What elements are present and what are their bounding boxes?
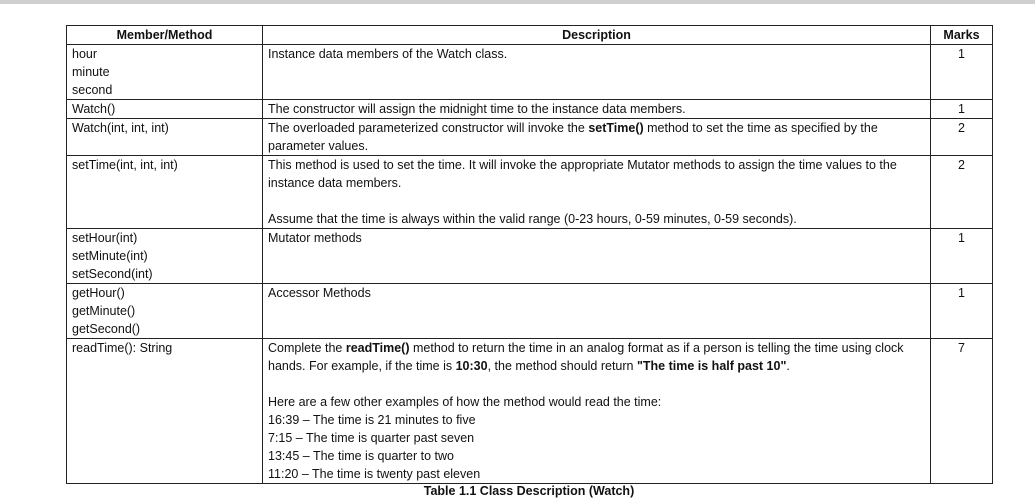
header-member: Member/Method (67, 26, 263, 45)
marks-cell: 1 (931, 100, 993, 119)
header-description: Description (263, 26, 931, 45)
table-row (67, 119, 993, 156)
example-line: 11:20 – The time is twenty past eleven (268, 467, 481, 481)
description-text: The constructor will assign the midnight time to the instance data members. (268, 102, 686, 116)
description-paragraph (268, 339, 925, 375)
example-time-bold: 10:30 (455, 359, 488, 373)
member-name: getSecond() (72, 322, 141, 336)
marks-cell: 1 (931, 229, 993, 284)
description-note: Assume that the time is always within the valid range (0-23 hours, 0-59 minutes, 0-59 seconds). (268, 212, 797, 226)
header-row (67, 26, 993, 45)
member-name: setTime(int, int, int) (72, 158, 178, 172)
spacer (268, 192, 925, 210)
member-cell (67, 100, 263, 119)
member-cell (67, 45, 263, 100)
description-text: Instance data members of the Watch class. (268, 47, 508, 61)
examples-intro: Here are a few other examples of how the method would read the time: (268, 395, 662, 409)
member-name: readTime(): String (72, 341, 173, 355)
spacer (268, 375, 925, 393)
example-line: 13:45 – The time is quarter to two (268, 449, 454, 463)
description-text: . (786, 359, 790, 373)
example-line: 16:39 – The time is 21 minutes to five (268, 413, 476, 427)
class-description-table (66, 25, 993, 484)
description-cell (263, 119, 931, 156)
description-text: The overloaded parameterized constructor will invoke the (268, 121, 589, 135)
member-cell (67, 156, 263, 229)
member-cell (67, 229, 263, 284)
member-name: Watch() (72, 102, 116, 116)
marks-cell: 2 (931, 156, 993, 229)
description-cell (263, 100, 931, 119)
marks-cell: 1 (931, 284, 993, 339)
description-text: This method is used to set the time. It will invoke the appropriate Mutator methods to assign the time values to the instance data members. (268, 158, 897, 190)
marks-cell: 7 (931, 339, 993, 484)
description-text: Complete the (268, 341, 346, 355)
description-text: , the method should return (487, 359, 637, 373)
member-cell (67, 119, 263, 156)
description-text: Accessor Methods (268, 286, 371, 300)
member-name: minute (72, 65, 110, 79)
description-text: method to set the time as specified by the parameter values. (268, 121, 878, 153)
marks-cell: 2 (931, 119, 993, 156)
member-name: setSecond(int) (72, 267, 153, 281)
marks-cell: 1 (931, 45, 993, 100)
member-name: hour (72, 47, 98, 61)
description-cell (263, 284, 931, 339)
header-marks: Marks (931, 26, 993, 45)
description-cell (263, 229, 931, 284)
description-text: Mutator methods (268, 231, 362, 245)
table-row (67, 100, 993, 119)
example-output-bold: "The time is half past 10" (636, 359, 787, 373)
member-cell (67, 284, 263, 339)
member-name: Watch(int, int, int) (72, 121, 169, 135)
member-name: setMinute(int) (72, 249, 148, 263)
table-row (67, 45, 993, 100)
member-cell (67, 339, 263, 484)
member-name: setHour(int) (72, 231, 138, 245)
table-caption: Table 1.1 Class Description (Watch) (423, 484, 635, 498)
method-name-bold: setTime() (588, 121, 644, 135)
table-row (67, 229, 993, 284)
top-edge (0, 0, 1035, 4)
member-name: getHour() (72, 286, 125, 300)
member-name: getMinute() (72, 304, 136, 318)
table-row (67, 284, 993, 339)
member-name: second (72, 83, 113, 97)
description-cell (263, 339, 931, 484)
description-cell (263, 45, 931, 100)
method-name-bold: readTime() (345, 341, 410, 355)
example-line: 7:15 – The time is quarter past seven (268, 431, 475, 445)
table-row (67, 156, 993, 229)
table-row (67, 339, 993, 484)
description-text: method to return the time in an analog format as if a person is telling the time using clock hands. For example, if the time is (268, 341, 904, 373)
description-cell (263, 156, 931, 229)
